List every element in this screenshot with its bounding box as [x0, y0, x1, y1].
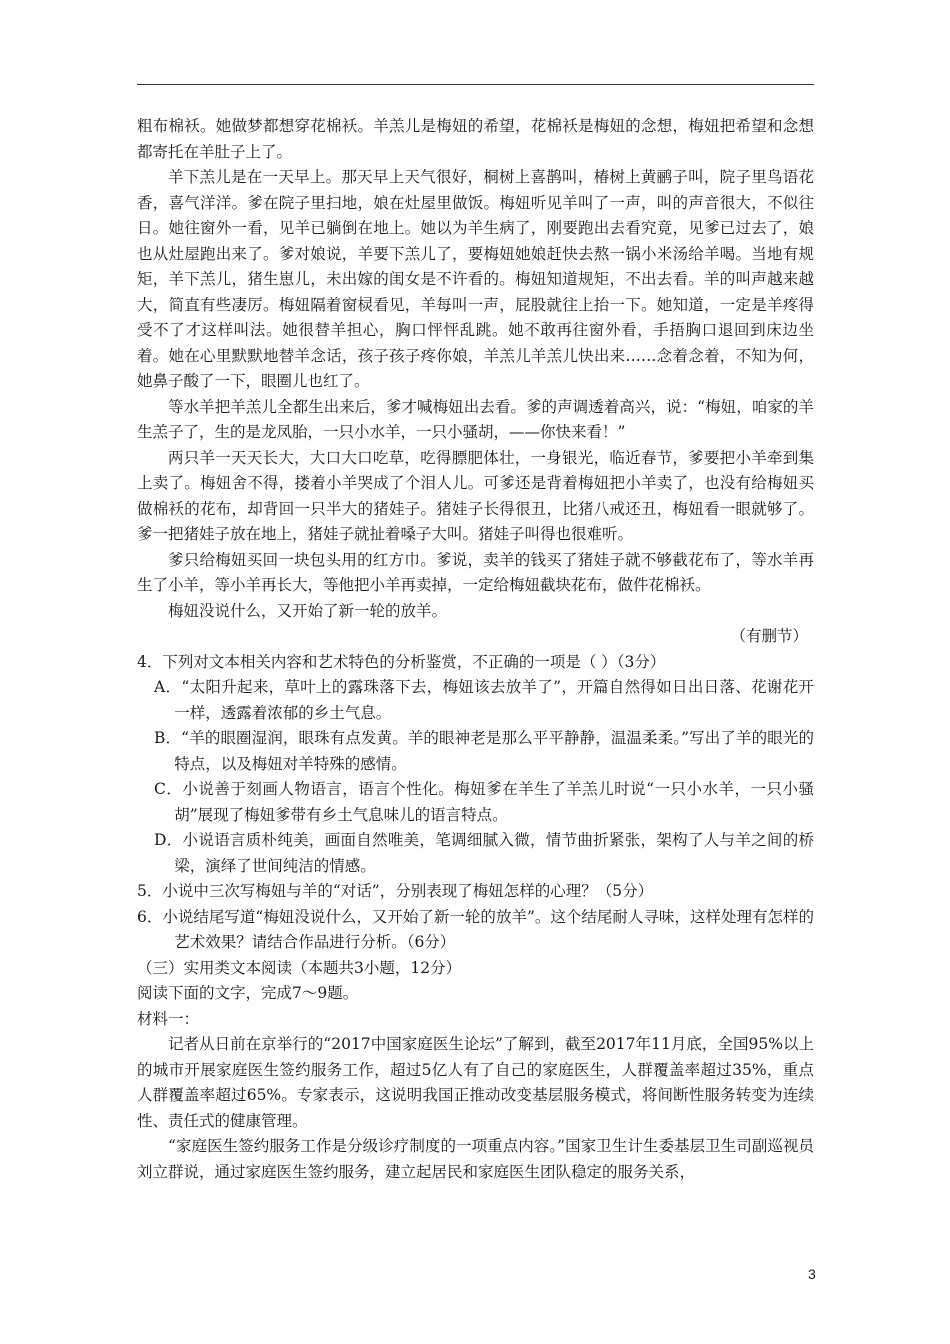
question-4-option-a: A．“太阳升起来，草叶上的露珠落下去，梅妞该去放羊了”，开篇自然得如日出日落、花谢花开一样，透露着浓郁的乡土气息。 — [154, 678, 814, 722]
story-paragraph: 粗布棉袄。她做梦都想穿花棉袄。羊羔儿是梅妞的希望，花棉袄是梅妞的念想，梅妞把希望和念想都寄托在羊肚子上了。 — [137, 117, 814, 161]
material-paragraph: “家庭医生签约服务工作是分级诊疗制度的一项重点内容。”国家卫生计生委基层卫生司副巡视员刘立群说，通过家庭医生签约服务，建立起居民和家庭医生团队稳定的服务关系， — [137, 1137, 814, 1181]
document-body — [137, 114, 814, 1185]
story-paragraph: 梅妞没说什么，又开始了新一轮的放羊。 — [168, 601, 448, 620]
material-paragraph: 记者从日前在京举行的“2017中国家庭医生论坛”了解到，截至2017年11月底，全国95%以上的城市开展家庭医生签约服务工作，超过5亿人有了自己的家庭医生，人群覆盖率超过35%，重点人群覆盖率超过65%。专家表示，这说明我国正推动改变基层服务模式，将间断性服务转变为连续性、责任式的健康管理。 — [137, 1035, 814, 1130]
section-3-title: （三）实用类文本阅读（本题共3小题，12分） — [137, 958, 462, 977]
story-paragraph: 羊下羔儿是在一天早上。那天早上天气很好，桐树上喜鹊叫，椿树上黄鹂子叫，院子里鸟语花香，喜气洋洋。爹在院子里扫地，娘在灶屋里做饭。梅妞听见羊叫了一声，叫的声音很大，不似往日。她往窗外一看，见羊已躺倒在地上。她以为羊生病了，刚要跑出去看究竟，见爹已过去了，娘也从灶屋跑出来了。爹对娘说，羊要下羔儿了，要梅妞她娘赶快去熬一锅小米汤给羊喝。当地有规矩，羊下羔儿，猪生崽儿，未出嫁的闺女是不许看的。梅妞知道规矩，不出去看。羊的叫声越来越大，简直有些凄厉。梅妞隔着窗棂看见，羊每叫一声，屁股就往上抬一下。她知道，一定是羊疼得受不了才这样叫法。她很替羊担心，胸口怦怦乱跳。她不敢再往窗外看，手捂胸口退回到床边坐着。她在心里默默地替羊念话，孩子孩子疼你娘，羊羔儿羊羔儿快出来……念着念着，不知为何，她鼻子酸了一下，眼圈儿也红了。 — [137, 168, 814, 390]
story-paragraph: 两只羊一天天长大，大口大口吃草，吃得膘肥体壮，一身银光，临近春节，爹要把小羊牵到集上卖了。梅妞舍不得，搂着小羊哭成了个泪人儿。可爹还是背着梅妞把小羊卖了，也没有给梅妞买做棉袄的花布，却背回一只半大的猪娃子。猪娃子长得很丑，比猪八戒还丑，梅妞看一眼就够了。爹一把猪娃子放在地上，猪娃子就扯着嗓子大叫。猪娃子叫得也很难听。 — [137, 448, 814, 543]
question-4-stem: 4．下列对文本相关内容和艺术特色的分析鉴赏，不正确的一项是（ ）（3分） — [137, 652, 666, 671]
question-5: 5．小说中三次写梅妞与羊的“对话”，分别表现了梅妞怎样的心理？（5分） — [137, 882, 654, 900]
question-4-option-c: C．小说善于刻画人物语言，语言个性化。梅妞爹在羊生了羊羔儿时说“一只小水羊，一只小骚胡”展现了梅妞爹带有乡土气息味儿的语言特点。 — [154, 780, 814, 824]
story-paragraph: 爹只给梅妞买回一块包头用的红方巾。爹说，卖羊的钱买了猪娃子就不够截花布了，等水羊再生了小羊，等小羊再长大，等他把小羊再卖掉，一定给梅妞截块花布，做件花棉袄。 — [137, 550, 814, 594]
material-label: 材料一： — [137, 1009, 200, 1028]
question-6: 6．小说结尾写道“梅妞没说什么，又开始了新一轮的放羊”。这个结尾耐人寻味，这样处理有怎样的艺术效果？请结合作品进行分析。（6分） — [137, 907, 814, 951]
story-paragraph: 等水羊把羊羔儿全都生出来后，爹才喊梅妞出去看。爹的声调透着高兴，说：“梅妞，咱家的羊生羔子了，生的是龙凤胎，一只小水羊，一只小骚胡，——你快来看！” — [137, 397, 814, 441]
header-rule — [137, 84, 814, 85]
page-number: 3 — [808, 1266, 816, 1282]
question-4-option-d: D．小说语言质朴纯美，画面自然唯美，笔调细腻入微，情节曲折紧张，架构了人与羊之间的桥梁，演绎了世间纯洁的情感。 — [154, 831, 814, 875]
section-3-instruction: 阅读下面的文字，完成7～9题。 — [137, 984, 359, 1002]
question-4-option-b: B．“羊的眼圈湿润，眼珠有点发黄。羊的眼神老是那么平平静静，温温柔柔。”写出了羊的眼光的特点，以及梅妞对羊特殊的感情。 — [154, 729, 814, 773]
abridged-note: （有删节） — [730, 627, 808, 645]
